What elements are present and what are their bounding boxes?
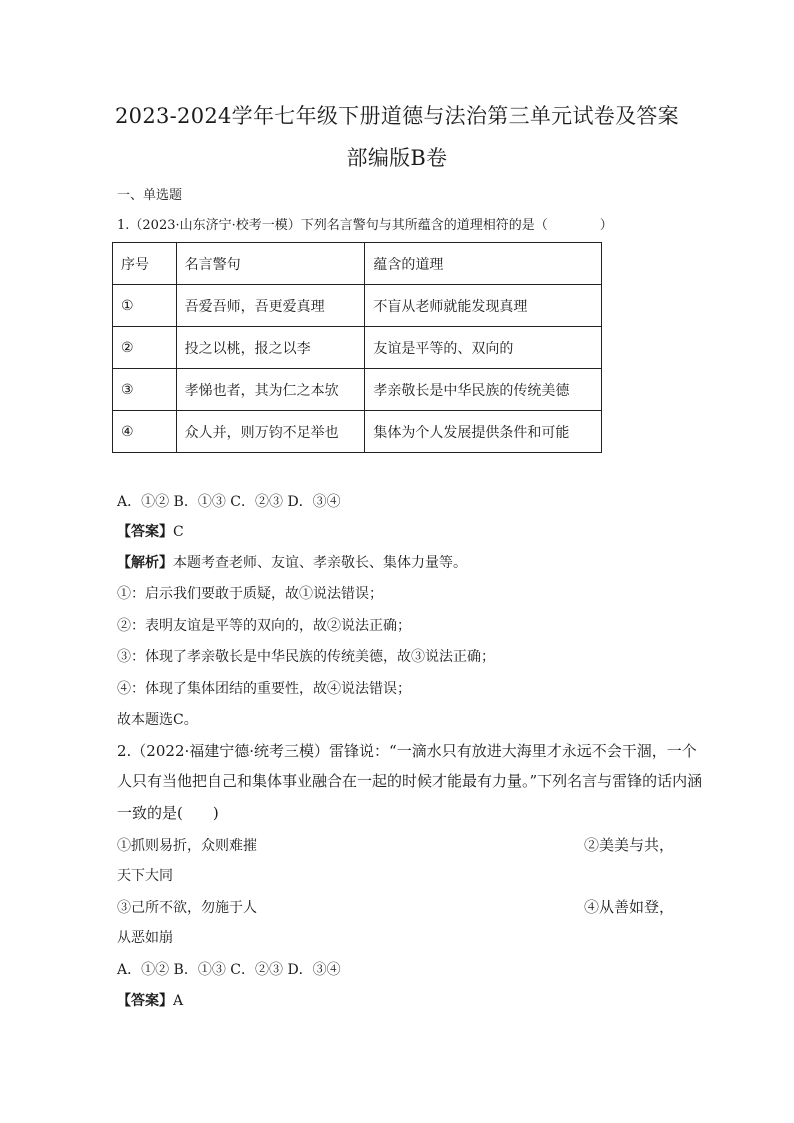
table-cell: 友谊是平等的、双向的: [365, 327, 602, 369]
table-cell: 孝悌也者，其为仁之本欤: [176, 369, 365, 411]
analysis-label: 【解析】: [117, 555, 173, 571]
table-cell: 吾爱吾师，吾更爱真理: [176, 285, 365, 327]
q1-conclusion: 故本题选C。: [117, 712, 198, 728]
table-cell: ③: [113, 369, 177, 411]
q2-stem-line: 人只有当他把自己和集体事业融合在一起的时候才能最有力量。”下列名言与雷锋的话内涵: [117, 772, 703, 790]
document-title-line1: 2023-2024学年七年级下册道德与法治第三单元试卷及答案: [115, 104, 679, 128]
table-row: [113, 327, 602, 369]
q2-item-1: ①抓则易折，众则难摧: [117, 838, 257, 854]
table-cell: 众人并，则万钧不足举也: [176, 411, 365, 453]
q2-item-2: ②美美与共，: [583, 836, 674, 854]
q2-options: A．①② B．①③ C．②③ D．③④: [117, 962, 341, 978]
table-row: [113, 285, 602, 327]
q1-analysis: [117, 556, 467, 570]
analysis-line: ④：体现了集体团结的重要性，故④说法错误；: [117, 681, 411, 697]
q2-answer: [117, 994, 183, 1008]
table-cell: ④: [113, 411, 177, 453]
q2-item-2-continued: 天下大同: [117, 868, 173, 884]
table-row: [113, 369, 602, 411]
analysis-line: ②：表明友谊是平等的双向的，故②说法正确；: [117, 618, 411, 634]
q2-stem-line: 一致的是( ): [117, 804, 219, 822]
table-cell: ①: [113, 285, 177, 327]
table-header-cell: 名言警句: [176, 243, 365, 285]
table-cell: 投之以桃，报之以李: [176, 327, 365, 369]
q2-item-4: ④从善如登，: [583, 898, 674, 916]
answer-value: C: [173, 524, 184, 540]
analysis-intro: 本题考查老师、友谊、孝亲敬长、集体力量等。: [173, 555, 467, 571]
table-cell: 孝亲敬长是中华民族的传统美德: [365, 369, 602, 411]
q2-stem-line: 2.（2022·福建宁德·统考三模）雷锋说：“一滴水只有放进大海里才永远不会干涸，一个: [117, 742, 697, 760]
analysis-line: ①：启示我们要敢于质疑，故①说法错误；: [117, 586, 383, 602]
answer-value: A: [173, 993, 184, 1009]
table-header-row: [113, 243, 602, 285]
table-row: [113, 411, 602, 453]
table-cell: ②: [113, 327, 177, 369]
table-cell: 集体为个人发展提供条件和可能: [365, 411, 602, 453]
q2-item-4-continued: 从恶如崩: [117, 930, 173, 946]
section-heading: 一、单选题: [117, 188, 183, 203]
q1-table: [112, 242, 602, 453]
q1-options: A．①② B．①③ C．②③ D．③④: [117, 494, 341, 510]
analysis-line: ③：体现了孝亲敬长是中华民族的传统美德，故③说法正确；: [117, 649, 495, 665]
q2-item-3: ③己所不欲，勿施于人: [117, 900, 257, 916]
document-title-line2: 部编版B卷: [346, 146, 448, 170]
answer-label: 【答案】: [117, 524, 173, 540]
answer-label: 【答案】: [117, 993, 173, 1009]
table-cell: 不盲从老师就能发现真理: [365, 285, 602, 327]
q1-answer: [117, 525, 184, 539]
table-header-cell: 蕴含的道理: [365, 243, 602, 285]
table-header-cell: 序号: [113, 243, 177, 285]
q1-stem: 1.（2023·山东济宁·校考一模）下列名言警句与其所蕴含的道理相符的是（ ）: [117, 218, 613, 233]
